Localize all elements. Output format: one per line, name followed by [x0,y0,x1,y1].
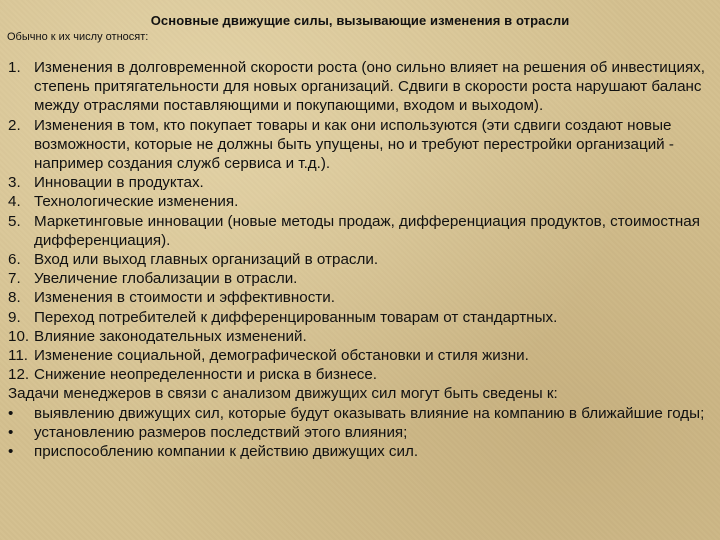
list-item [8,269,714,288]
bullet-text: установлению размеров последствий этого влияния; [34,423,408,441]
bullet-text: выявлению движущих сил, которые будут оказывать влияние на компанию в ближайшие годы; [34,404,705,422]
tasks-lead: Задачи менеджеров в связи с анализом движущих сил могут быть сведены к: [8,385,558,403]
item-number: 9. [8,308,21,326]
list-item [8,192,714,211]
item-text: Влияние законодательных изменений. [34,327,307,345]
item-number: 2. [8,116,21,134]
bullet-icon: • [8,423,14,441]
item-text: Технологические изменения. [34,193,239,211]
list-item [8,116,714,174]
list-item [8,346,714,365]
item-text: Инновации в продуктах. [34,174,204,192]
list-item [8,250,714,269]
item-text: Изменения в стоимости и эффективности. [34,289,335,307]
bullet-icon: • [8,404,14,422]
item-text: Увеличение глобализации в отрасли. [34,270,298,288]
list-item [8,365,714,384]
item-number: 6. [8,251,21,269]
item-number: 3. [8,174,21,192]
slide-subtitle: Обычно к их числу относят: [7,31,149,43]
item-number: 10. [8,327,30,345]
bullet-icon: • [8,443,14,461]
list-item [8,288,714,307]
list-item [8,308,714,327]
bullet-item [8,442,714,461]
item-text: Маркетинговые инновации (новые методы продаж, дифференциация продуктов, стоимостная дифференциация). [34,212,700,249]
item-number: 1. [8,59,21,76]
item-text: Изменения в долговременной скорости роста (оно сильно влияет на решения об инвестициях, степень притягательности для новых организаций. Сдвиги в скорости роста нарушают баланс между отраслями поставляющими и покупающими, входом и выходом). [34,59,705,115]
item-number: 11. [8,347,28,365]
item-number: 4. [8,193,21,211]
bullet-item [8,404,714,423]
item-number: 5. [8,212,21,230]
item-text: Переход потребителей к дифференцированным товарам от стандартных. [34,308,558,326]
list-item [8,327,714,346]
bullet-text: приспособлению компании к действию движущих сил. [34,443,419,461]
item-text: Изменения в том, кто покупает товары и как они используются (эти сдвиги создают новые возможности, которые не должны быть упущены, но и требуют перестройки организаций - например создания служб сервиса и т.д.). [34,116,674,173]
list-item [8,212,714,250]
content-list [8,58,714,461]
list-item [8,173,714,192]
item-text: Изменение социальной, демографической обстановки и стиля жизни. [34,347,529,365]
bullet-item [8,423,714,442]
item-number: 12. [8,366,30,384]
item-text: Снижение неопределенности и риска в бизнесе. [34,366,378,384]
list-item [8,58,714,116]
slide-title: Основные движущие силы, вызывающие изменения в отрасли [150,13,570,28]
item-number: 8. [8,289,21,307]
item-text: Вход или выход главных организаций в отрасли. [34,251,379,269]
item-number: 7. [8,270,21,288]
